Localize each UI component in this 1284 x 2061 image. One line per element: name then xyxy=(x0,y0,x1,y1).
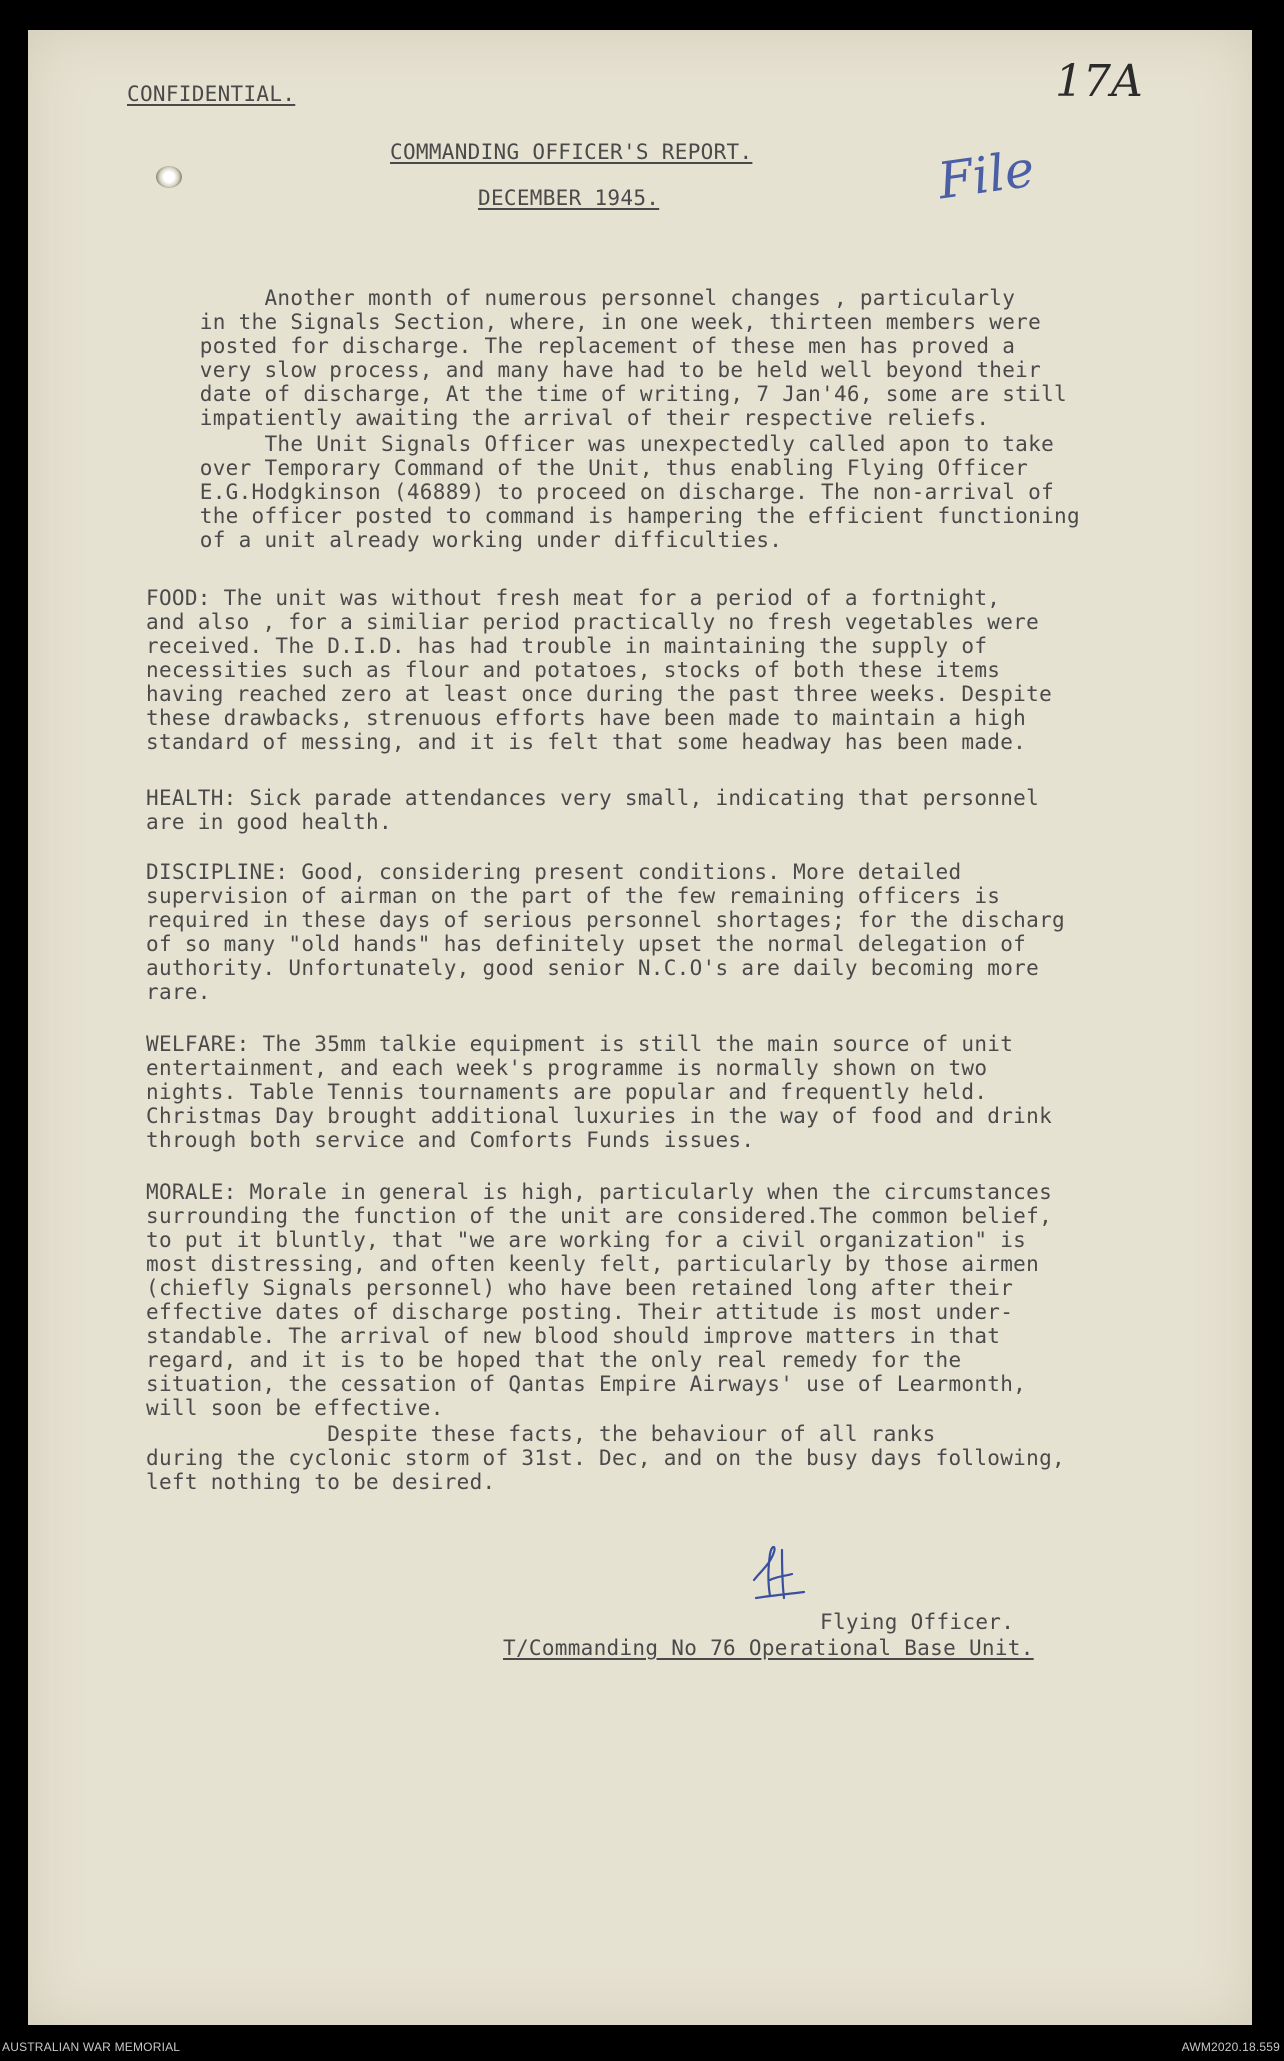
text-line: surrounding the function of the unit are considered.The common belief, xyxy=(146,1204,1053,1228)
text-line: in the Signals Section, where, in one week, thirteen members were xyxy=(148,310,1042,334)
signatory-unit: T/Commanding No 76 Operational Base Unit. xyxy=(503,1636,1034,1660)
text-line: E.G.Hodgkinson (46889) to proceed on discharge. The non-arrival of xyxy=(148,480,1055,504)
text-line: The Unit Signals Officer was unexpectedly called apon to take xyxy=(148,432,1055,456)
text-line: nights. Table Tennis tournaments are popular and frequently held. xyxy=(146,1080,988,1104)
text-line: FOOD: The unit was without fresh meat for a period of a fortnight, xyxy=(146,586,1001,610)
text-line: left nothing to be desired. xyxy=(146,1470,496,1494)
text-line: required in these days of serious personnel shortages; for the discharg xyxy=(146,908,1065,932)
text-line: necessities such as flour and potatoes, stocks of both these items xyxy=(146,658,1001,682)
text-line: of so many "old hands" has definitely upset the normal delegation of xyxy=(146,932,1027,956)
text-line: effective dates of discharge posting. Their attitude is most under- xyxy=(146,1300,1014,1324)
text-line: HEALTH: Sick parade attendances very small, indicating that personnel xyxy=(146,786,1040,810)
text-line: (chiefly Signals personnel) who have been retained long after their xyxy=(146,1276,1014,1300)
text-line: standable. The arrival of new blood should improve matters in that xyxy=(146,1324,1001,1348)
report-date: DECEMBER 1945. xyxy=(478,186,660,210)
text-line: having reached zero at least once during the past three weeks. Despite xyxy=(146,682,1053,706)
text-line: very slow process, and many have had to be held well beyond their xyxy=(148,358,1042,382)
text-line: standard of messing, and it is felt that some headway has been made. xyxy=(146,730,1027,754)
text-line: received. The D.I.D. has had trouble in maintaining the supply of xyxy=(146,634,988,658)
text-line: posted for discharge. The replacement of these men has proved a xyxy=(148,334,1016,358)
text-line: authority. Unfortunately, good senior N.C.O's are daily becoming more xyxy=(146,956,1040,980)
text-line: Christmas Day brought additional luxuries in the way of food and drink xyxy=(146,1104,1053,1128)
text-line: Another month of numerous personnel changes , particularly xyxy=(148,286,1016,310)
text-line: Despite these facts, the behaviour of all ranks xyxy=(146,1422,936,1446)
text-line: to put it bluntly, that "we are working for a civil organization" is xyxy=(146,1228,1027,1252)
confidential-label: CONFIDENTIAL. xyxy=(127,82,296,106)
text-line: regard, and it is to be hoped that the only real remedy for the xyxy=(146,1348,962,1372)
text-line: are in good health. xyxy=(146,810,392,834)
text-line: during the cyclonic storm of 31st. Dec, and on the busy days following, xyxy=(146,1446,1065,1470)
handwritten-file-note: File xyxy=(934,139,1038,211)
text-line: impatiently awaiting the arrival of their respective reliefs. xyxy=(148,406,990,430)
text-line: through both service and Comforts Funds issues. xyxy=(146,1128,755,1152)
text-line: the officer posted to command is hampering the efficient functioning xyxy=(148,504,1080,528)
text-line: WELFARE: The 35mm talkie equipment is still the main source of unit xyxy=(146,1032,1014,1056)
handwritten-folio-number: 17A xyxy=(1055,56,1143,107)
text-line: MORALE: Morale in general is high, particularly when the circumstances xyxy=(146,1180,1053,1204)
text-line: will soon be effective. xyxy=(146,1396,444,1420)
text-line: and also , for a similiar period practically no fresh vegetables were xyxy=(146,610,1040,634)
text-line: DISCIPLINE: Good, considering present conditions. More detailed xyxy=(146,860,962,884)
footer-accession-number: AWM2020.18.559 xyxy=(1181,2040,1280,2054)
staple-hole xyxy=(156,166,182,188)
text-line: of a unit already working under difficulties. xyxy=(148,528,783,552)
signature-mark xyxy=(748,1540,808,1610)
footer-institution: AUSTRALIAN WAR MEMORIAL xyxy=(2,2040,181,2054)
text-line: most distressing, and often keenly felt, particularly by those airmen xyxy=(146,1252,1040,1276)
text-line: over Temporary Command of the Unit, thus enabling Flying Officer xyxy=(148,456,1029,480)
text-line: date of discharge, At the time of writing, 7 Jan'46, some are still xyxy=(148,382,1067,406)
text-line: supervision of airman on the part of the few remaining officers is xyxy=(146,884,1001,908)
signatory-rank: Flying Officer. xyxy=(820,1610,1015,1634)
report-title: COMMANDING OFFICER'S REPORT. xyxy=(390,140,753,164)
text-line: situation, the cessation of Qantas Empire Airways' use of Learmonth, xyxy=(146,1372,1027,1396)
text-line: these drawbacks, strenuous efforts have been made to maintain a high xyxy=(146,706,1027,730)
text-line: rare. xyxy=(146,980,211,1004)
text-line: entertainment, and each week's programme is normally shown on two xyxy=(146,1056,988,1080)
